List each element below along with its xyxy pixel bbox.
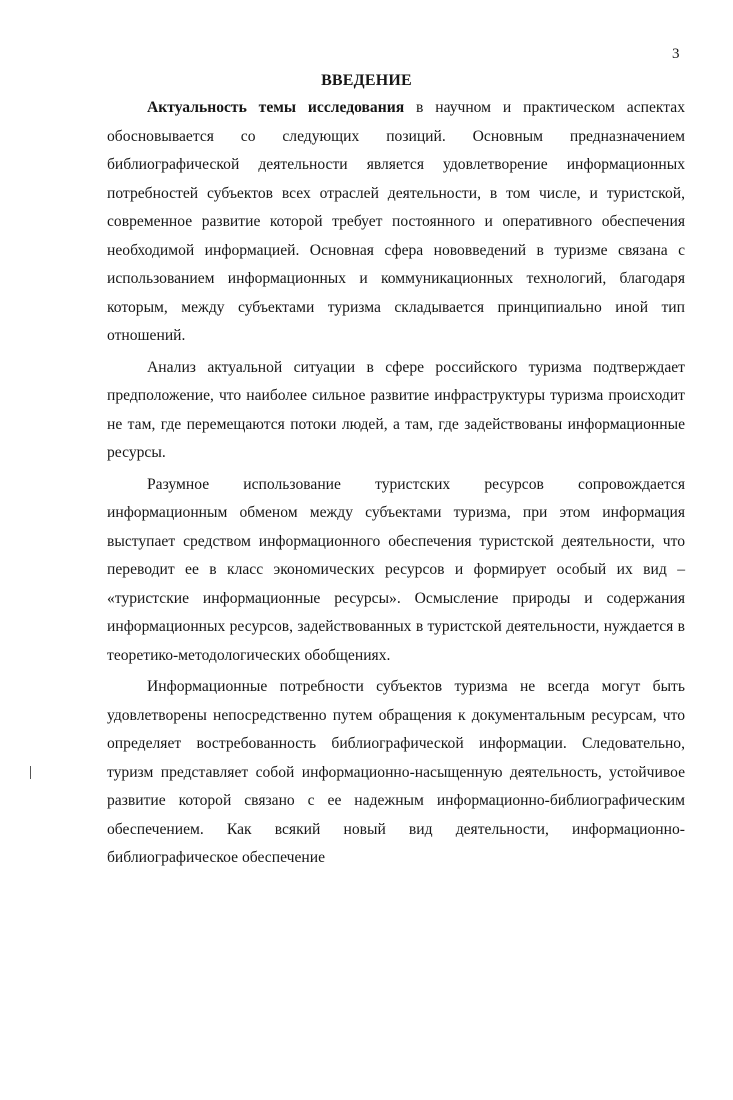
body-text — [107, 94, 685, 873]
section-heading: ВВЕДЕНИЕ — [321, 72, 412, 89]
paragraph-lead-bold: Актуальность темы исследования — [147, 99, 405, 116]
paragraph-resources — [107, 471, 685, 671]
paragraph-text: Анализ актуальной ситуации в сфере российского туризма подтверждает предположение, что наиболее сильное развитие инфраструктуры туризма происходит не там, где перемещаются потоки людей, а там, где задействованы информационные ресурсы. — [107, 358, 685, 461]
paragraph-needs — [107, 673, 685, 873]
paragraph-text: Разумное использование туристских ресурсов сопровождается информационным обменом между субъектами туризма, при этом информация выступает средством информационного обеспечения туристской деятельности, что переводит ее в класс экономических ресурсов и формирует особый их вид – «туристские информационные ресурсы». Осмысление природы и содержания информационных ресурсов, задействованных в туристской деятельности, нуждается в теоретико-методологических обобщениях. — [107, 475, 685, 664]
paragraph-text: Информационные потребности субъектов туризма не всегда могут быть удовлетворены непосредственно путем обращения к документальным ресурсам, что определяет востребованность библиографической информации. Следовательно, туризм представляет собой информационно-насыщенную деятельность, устойчивое развитие которой связано с ее надежным информационно-библиографическим обеспечением. Как всякий новый вид деятельности, информационно-библиографическое обеспечение — [107, 678, 685, 866]
paragraph-text: в научном и практическом аспектах обосновывается со следующих позиций. Основным предназначением библиографической деятельности является удовлетворение информационных потребностей субъектов всех отраслей деятельности, в том числе, и туристской, современное развитие которой требует постоянного и оперативного обеспечения необходимой информацией. Основная сфера нововведений в туризме связана с использованием информационных и коммуникационных технологий, благодаря которым, между субъектами туризма складывается принципиально иной тип отношений. — [107, 99, 685, 344]
page-number: 3 — [672, 46, 680, 62]
paragraph-analysis — [107, 354, 685, 468]
paragraph-relevance — [107, 94, 685, 351]
margin-mark — [30, 766, 31, 779]
